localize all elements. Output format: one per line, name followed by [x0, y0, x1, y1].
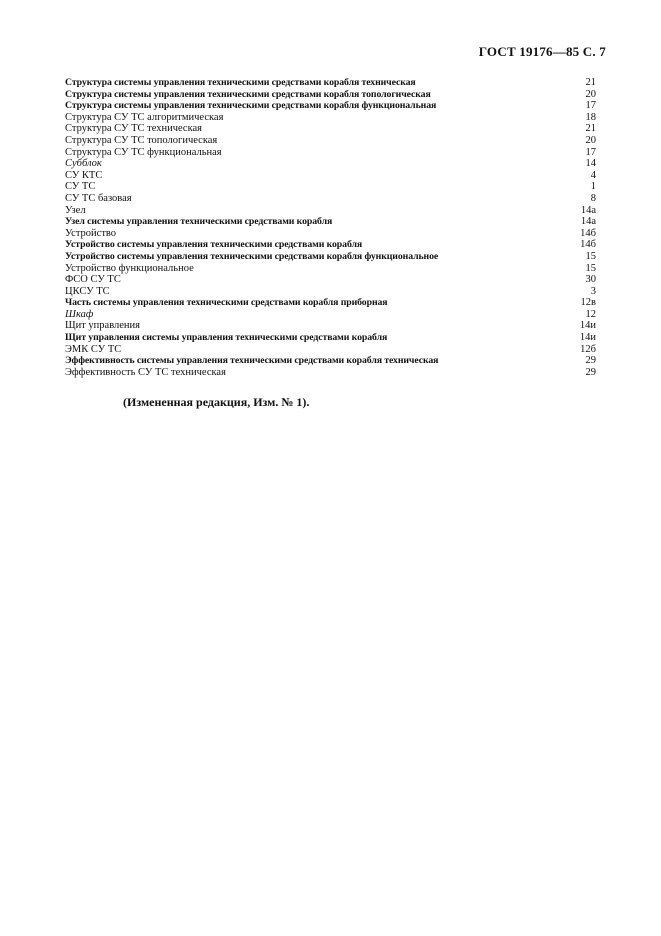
index-page-number: 14и — [579, 332, 596, 344]
index-term: Структура СУ ТС техническая — [65, 123, 203, 135]
index-page-number: 12в — [580, 297, 596, 309]
index-page-number: 12 — [585, 308, 596, 320]
index-row — [65, 239, 596, 251]
index-term: Устройство системы управления техническими средствами корабля функциональное — [65, 250, 439, 262]
index-row — [65, 123, 596, 135]
index-page-number: 18 — [585, 111, 596, 123]
index-term: СУ ТС — [65, 181, 96, 193]
revision-note: (Измененная редакция, Изм. № 1). — [123, 395, 310, 409]
index-row — [65, 89, 596, 101]
index-term: Структура системы управления техническими средствами корабля функциональная — [65, 100, 437, 112]
index-page-number: 14 — [585, 158, 596, 170]
index-row — [65, 158, 596, 170]
index-term: Структура системы управления техническими средствами корабля техническая — [65, 77, 416, 88]
index-page-number: 1 — [590, 181, 596, 193]
index-row — [65, 181, 596, 193]
index-page-number: 21 — [585, 77, 596, 88]
index-page-number: 17 — [585, 146, 596, 158]
index-term: Узел — [65, 204, 86, 216]
index-row — [65, 112, 596, 124]
index-row — [65, 228, 596, 240]
index-row — [65, 77, 596, 89]
index-page-number: 15 — [585, 250, 596, 262]
index-row — [65, 147, 596, 159]
index-page-number: 12б — [580, 343, 596, 355]
index-term: Эффективность системы управления техническими средствами корабля техническая — [65, 355, 439, 367]
index-row — [65, 170, 596, 182]
index-row — [65, 135, 596, 147]
index-page-number: 21 — [585, 123, 596, 135]
index-row — [65, 320, 596, 332]
index-page-number: 29 — [585, 366, 596, 378]
index-term: Структура СУ ТС алгоритмическая — [65, 111, 224, 123]
index-term: Устройство функциональное — [65, 262, 194, 274]
index-row — [65, 100, 596, 112]
index-term: Шкаф — [65, 308, 94, 320]
index-page-number: 14и — [579, 320, 596, 332]
index-page-number: 8 — [590, 192, 596, 204]
index-page-number: 14а — [580, 204, 596, 216]
index-term: ЦКСУ ТС — [65, 285, 110, 297]
index-term: Структура СУ ТС топологическая — [65, 134, 218, 146]
index-row — [65, 332, 596, 344]
index-page-number: 3 — [590, 285, 596, 297]
index-page-number: 14а — [580, 216, 596, 228]
index-row — [65, 274, 596, 286]
index-term: ЭМК СУ ТС — [65, 343, 122, 355]
index-term: Устройство — [65, 227, 117, 239]
index-row — [65, 251, 596, 263]
index-page-number: 20 — [585, 88, 596, 100]
index-row — [65, 367, 596, 379]
index-page-number: 29 — [585, 355, 596, 367]
index-row — [65, 216, 596, 228]
index-page-number: 20 — [585, 134, 596, 146]
index-term: Структура системы управления техническими средствами корабля топологическая — [65, 88, 431, 100]
index-page-number: 17 — [585, 100, 596, 112]
page-header: ГОСТ 19176—85 С. 7 — [478, 44, 606, 59]
index-term: Эффективность СУ ТС техническая — [65, 366, 226, 378]
index-row — [65, 286, 596, 298]
index-term: СУ КТС — [65, 169, 103, 181]
index-page-number: 14б — [580, 239, 596, 251]
index-term: Субблок — [65, 158, 102, 170]
index-page-number: 14б — [580, 227, 596, 239]
index-row — [65, 263, 596, 275]
index-row — [65, 355, 596, 367]
index-row — [65, 309, 596, 321]
index-page-number: 15 — [585, 262, 596, 274]
index-term: Щит управления — [65, 320, 140, 332]
index-term: Щит управления системы управления техническими средствами корабля — [65, 332, 388, 344]
index-term: Структура СУ ТС функциональная — [65, 146, 222, 158]
index-row — [65, 193, 596, 205]
index-row — [65, 297, 596, 309]
index-term: Узел системы управления техническими средствами корабля — [65, 216, 333, 228]
index-page-number: 30 — [585, 274, 596, 286]
index-row — [65, 344, 596, 356]
term-index — [65, 77, 596, 378]
index-page-number: 4 — [590, 169, 596, 181]
index-term: Часть системы управления техническими средствами корабля приборная — [65, 297, 388, 309]
index-term: Устройство системы управления техническими средствами корабля — [65, 239, 363, 251]
index-row — [65, 205, 596, 217]
index-term: СУ ТС базовая — [65, 192, 132, 204]
index-term: ФСО СУ ТС — [65, 274, 121, 286]
